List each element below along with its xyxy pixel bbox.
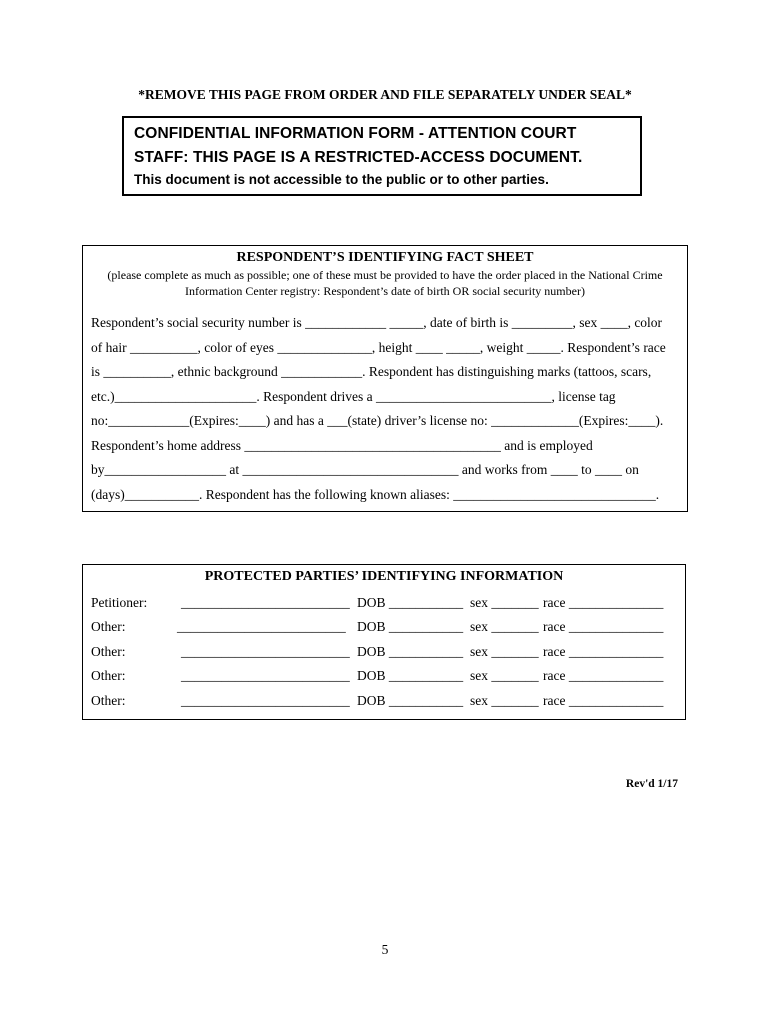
party-label: Other:: [91, 693, 126, 708]
respondent-line-8[interactable]: [91, 487, 679, 503]
party-label: Petitioner:: [91, 595, 148, 610]
respondent-instructions: (please complete as much as possible; one of these must be provided to have the order placed in the National Crime Information Center registry: Respondent’s date of birth OR social security number): [107, 268, 663, 298]
party-name-field[interactable]: _________________________: [177, 619, 346, 634]
confidential-subtitle: This document is not accessible to the public or to other parties.: [134, 172, 549, 187]
protected-section-title: PROTECTED PARTIES’ IDENTIFYING INFORMATION: [204, 569, 564, 584]
respondent-line-text: no:____________(Expires:____) and has a ___(state) driver’s license no: _____________(Expires:____).: [91, 413, 664, 428]
party-sex-field[interactable]: sex _______: [470, 619, 539, 634]
party-race-field[interactable]: race ______________: [543, 668, 664, 683]
respondent-line-1[interactable]: [91, 315, 679, 331]
party-race-field[interactable]: race ______________: [543, 619, 664, 634]
respondent-line-2[interactable]: [91, 340, 679, 356]
party-label: Other:: [91, 668, 126, 683]
party-label: Other:: [91, 619, 126, 634]
respondent-line-5[interactable]: [91, 413, 679, 429]
party-race-field[interactable]: race ______________: [543, 693, 664, 708]
respondent-line-6[interactable]: [91, 438, 679, 454]
party-dob-field[interactable]: DOB ___________: [357, 644, 464, 659]
protected-parties-section: [82, 564, 686, 720]
party-name-field[interactable]: _________________________: [181, 693, 350, 708]
confidential-title-line1: CONFIDENTIAL INFORMATION FORM - ATTENTION COURT: [134, 125, 577, 142]
respondent-line-text: etc.)_____________________. Respondent drives a __________________________, license tag: [91, 389, 616, 404]
party-sex-field[interactable]: sex _______: [470, 668, 539, 683]
party-name-field[interactable]: _________________________: [181, 644, 350, 659]
respondent-line-text: by__________________ at ________________________________ and works from ____ to ____ on: [91, 462, 639, 477]
page-number: 5: [381, 942, 389, 957]
respondent-line-3[interactable]: [91, 364, 679, 380]
respondent-fact-sheet: [82, 245, 688, 512]
respondent-line-text: is __________, ethnic background ____________. Respondent has distinguishing marks (tattoos, scars,: [91, 364, 652, 379]
respondent-line-4[interactable]: [91, 389, 679, 405]
party-sex-field[interactable]: sex _______: [470, 693, 539, 708]
party-dob-field[interactable]: DOB ___________: [357, 595, 464, 610]
party-dob-field[interactable]: DOB ___________: [357, 619, 464, 634]
party-sex-field[interactable]: sex _______: [470, 595, 539, 610]
respondent-section-title: RESPONDENT’S IDENTIFYING FACT SHEET: [236, 250, 534, 265]
party-race-field[interactable]: race ______________: [543, 644, 664, 659]
party-name-field[interactable]: _________________________: [181, 595, 350, 610]
party-race-field[interactable]: race ______________: [543, 595, 664, 610]
confidential-title-line2: STAFF: THIS PAGE IS A RESTRICTED-ACCESS DOCUMENT.: [134, 149, 583, 166]
party-sex-field[interactable]: sex _______: [470, 644, 539, 659]
confidential-notice-box: [122, 116, 642, 196]
respondent-line-7[interactable]: [91, 462, 679, 478]
respondent-line-text: of hair __________, color of eyes ______________, height ____ _____, weight _____. Respondent’s race: [91, 340, 666, 355]
party-label: Other:: [91, 644, 126, 659]
party-dob-field[interactable]: DOB ___________: [357, 693, 464, 708]
respondent-line-text: (days)___________. Respondent has the following known aliases: ______________________________.: [91, 487, 660, 502]
revision-label: Rev'd 1/17: [625, 778, 678, 790]
respondent-line-text: Respondent’s home address ______________________________________ and is employed: [91, 438, 593, 453]
party-dob-field[interactable]: DOB ___________: [357, 668, 464, 683]
respondent-line-text: Respondent’s social security number is ____________ _____, date of birth is _________, sex ____, color: [91, 315, 663, 330]
party-name-field[interactable]: _________________________: [181, 668, 350, 683]
seal-instruction: *REMOVE THIS PAGE FROM ORDER AND FILE SEPARATELY UNDER SEAL*: [138, 87, 632, 102]
